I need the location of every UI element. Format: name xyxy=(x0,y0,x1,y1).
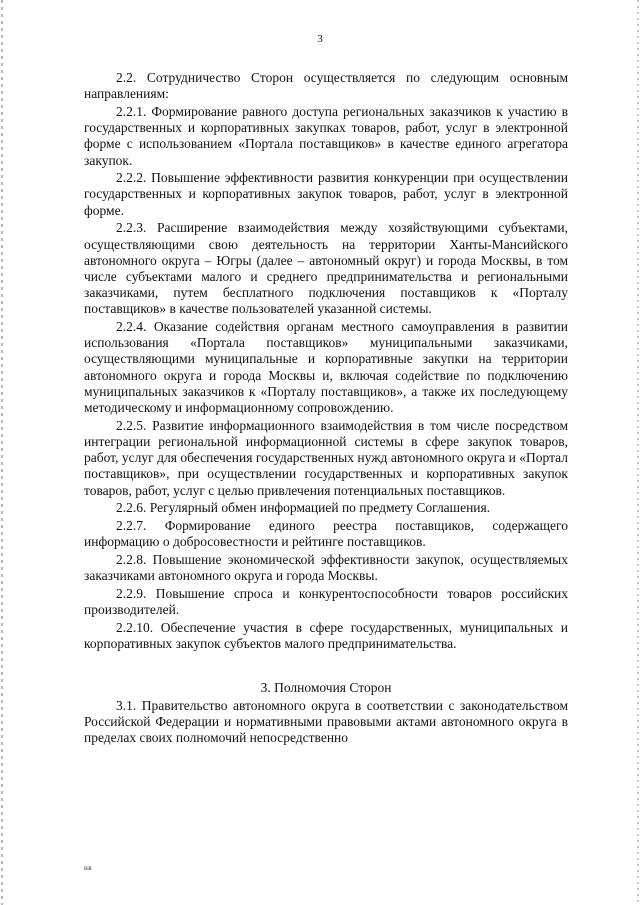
paragraph-2-2-6: 2.2.6. Регулярный обмен информацией по предмету Соглашения. xyxy=(116,500,491,516)
paragraph-2-2-5: 2.2.5. Развитие информационного взаимодействия в том числе посредством интеграции региональной информационной системы в сфере закупок товаров, работ, услуг для обеспечения государственных нужд автономного округа и «Портал поставщиков», при осуществлении государственных и корпоративных закупок товаров, работ, услуг с целью привлечения потенциальных поставщиков. xyxy=(84,417,568,498)
footer-code: нв xyxy=(84,864,93,872)
paragraph-2-2-2: 2.2.2. Повышение эффективности развития конкуренции при осуществлении государственных и корпоративных закупок товаров, работ, услуг в электронной форме. xyxy=(84,170,568,218)
paragraph-2-2-4: 2.2.4. Оказание содействия органам местного самоуправления в развитии использования «Портала поставщиков» муниципальными заказчиками, осуществляющими муниципальные и корпоративные закупки на территории автономного округа и города Москвы и, включая содействие по подключению муниципальных заказчиков к «Порталу поставщиков», а также их последующему методическому и информационному сопровождению. xyxy=(84,319,568,416)
paragraph-2-2-1: 2.2.1. Формирование равного доступа региональных заказчиков к участию в государственных и корпоративных закупках товаров, работ, услуг в электронной форме с использованием «Портала поставщиков» в качестве единого агрегатора закупок. xyxy=(84,103,568,168)
scan-edge-left xyxy=(1,0,3,905)
paragraph-2-2: 2.2. Сотрудничество Сторон осуществляется по следующим основным направлениям: xyxy=(84,70,568,102)
paragraph-2-2-7: 2.2.7. Формирование единого реестра поставщиков, содержащего информацию о добросовестности и рейтинге поставщиков. xyxy=(84,517,568,550)
paragraph-2-2-9: 2.2.9. Повышение спроса и конкурентоспособности товаров российских производителей. xyxy=(84,585,568,617)
paragraph-2-2-10: 2.2.10. Обеспечение участия в сфере государственных, муниципальных и корпоративных закупок субъектов малого предпринимательства. xyxy=(84,619,568,651)
document-body xyxy=(84,70,568,748)
paragraph-3-1: 3.1. Правительство автономного округа в соответствии с законодательством Российской Федерации и нормативными правовыми актами автономного округа в пределах своих полномочий непосредственно xyxy=(84,697,568,746)
page-number: 3 xyxy=(317,33,323,45)
scan-edge-right xyxy=(637,0,639,905)
section-gap xyxy=(84,654,568,680)
section-heading: 3. Полномочия Сторон xyxy=(260,679,392,695)
paragraph-2-2-3: 2.2.3. Расширение взаимодействия между хозяйствующими субъектами, осуществляющими свою деятельность на территории Ханты-Мансийского автономного округа – Югры (далее – автономный округ) и города Москвы, в том числе субъектами малого и среднего предпринимательства и региональными заказчиками, путем бесплатного подключения поставщиков к «Порталу поставщиков» в качестве пользователей указанной системы. xyxy=(84,220,568,317)
paragraph-2-2-8: 2.2.8. Повышение экономической эффективности закупок, осуществляемых заказчиками автономного округа и города Москвы. xyxy=(84,551,568,584)
